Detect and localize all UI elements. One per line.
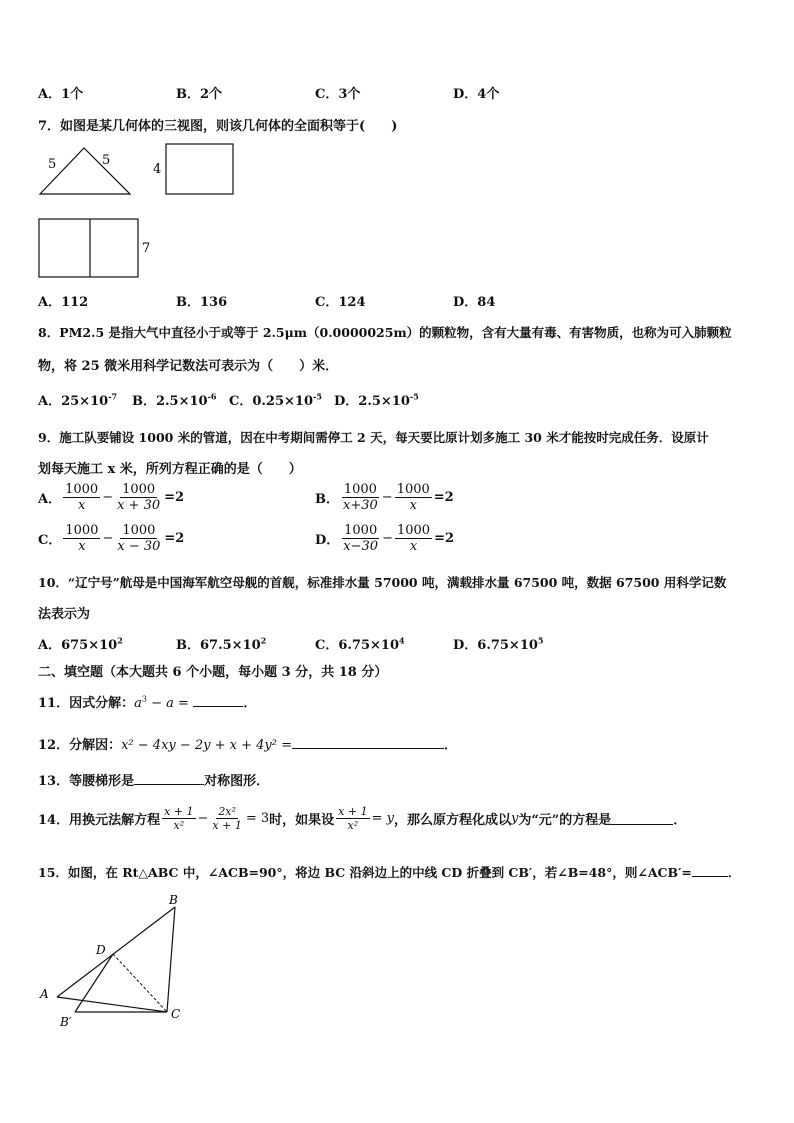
label-c: C xyxy=(171,1007,181,1021)
q15-answer-blank[interactable] xyxy=(692,864,728,877)
q9-line-1: 9．施工队要铺设 1000 米的管道，因在中考期间需停工 2 天，每天要比原计划多施工 30 米才能按时完成任务．设原计 xyxy=(38,430,709,445)
label-b-prime: B′ xyxy=(60,1015,72,1028)
q6-option-b: B．2个 xyxy=(176,87,223,102)
q13-answer-blank[interactable] xyxy=(134,772,204,785)
segment-ac xyxy=(57,997,167,1012)
q8-line-2: 物，将 25 微米用科学记数法可表示为（ ）米． xyxy=(38,359,339,374)
q14: 14．用换元法解方程 $\frac{x + 1}{\text{x²}}$ − $\frac{\text{2x²}}{x + 1}$ = 3 时，如果设 $\frac{x + 1}{\text{x²}}$ = y ，那么原方程化成以 y 为“元”的方程是 ． xyxy=(38,805,687,832)
label-b: B xyxy=(169,893,178,907)
q7-stem: 7．如图是某几何体的三视图，则该几何体的全面积等于( ) xyxy=(38,119,398,134)
q12: 12．分解因：x² − 4xy − 2y + x + 4y² = ． xyxy=(38,738,458,753)
q14-answer-blank[interactable] xyxy=(611,812,673,825)
q9-option-d: D． $\frac{1000}{x-30}$ − $\frac{1000}{x}$ =2 xyxy=(315,523,455,554)
q13: 13．等腰梯形是 对称图形． xyxy=(38,774,270,789)
q8-line-1: 8．PM2.5 是指大气中直径小于或等于 2.5μm（0.0000025m）的颗粒物，含有大量有毒、有害物质，也称为可入肺颗粒 xyxy=(38,325,732,340)
q6-option-d: D．4个 xyxy=(453,87,500,102)
q10-line-2: 法表示为 xyxy=(38,607,91,622)
q7-option-b: B．136 xyxy=(176,295,228,310)
q7-label-left: 5 xyxy=(48,157,57,172)
q10-option-b: B．$67.5\times 10^2$ xyxy=(176,635,267,653)
segment-bc xyxy=(167,907,175,1012)
q7-option-c: C．124 xyxy=(315,295,366,310)
q10-line-1: 10．“辽宁号”航母是中国海军航空母舰的首舰，标准排水量 57000 吨，满载排水量 67500 吨，数据 67500 用科学记数 xyxy=(38,575,727,590)
segment-ab xyxy=(57,907,175,997)
q8-option-d: D．$2.5\times 10^{-5}$ xyxy=(334,391,419,409)
q10-option-c: C．$6.75\times 10^4$ xyxy=(315,635,405,653)
q10-option-d: D．$6.75\times 10^5$ xyxy=(453,635,544,653)
q7-front-view-triangle xyxy=(36,140,166,200)
q9-option-c: C． $\frac{1000}{x}$ − $\frac{1000}{x - 30}$ =2 xyxy=(38,523,185,554)
q7-label-side: 4 xyxy=(153,162,162,177)
q7-label-height: 7 xyxy=(142,241,151,256)
q12-answer-blank[interactable] xyxy=(292,736,444,749)
q7-option-a: A．112 xyxy=(38,295,89,310)
label-a: A xyxy=(40,987,49,1001)
q7-side-view-rectangle xyxy=(150,142,240,198)
section-2-heading: 二、填空题（本大题共 6 个小题，每小题 3 分，共 18 分） xyxy=(38,665,388,680)
q8-option-a: A．$25\times 10^{-7}$ xyxy=(38,391,118,409)
q10-option-a: A．$675\times 10^2$ xyxy=(38,635,123,653)
label-d: D xyxy=(96,943,106,957)
q6-option-a: A．1个 xyxy=(38,87,84,102)
q9-option-b: B． $\frac{1000}{x+30}$ − $\frac{1000}{x}$ =2 xyxy=(315,482,454,513)
q9-option-a: A． $\frac{1000}{x}$ − $\frac{1000}{x + 30}$ =2 xyxy=(38,482,185,513)
q15-triangle-figure xyxy=(34,888,194,1028)
q8-option-b: B．$2.5\times 10^{-6}$ xyxy=(132,391,217,409)
q7-option-d: D．84 xyxy=(453,295,496,310)
q8-option-c: C．$0.25\times 10^{-5}$ xyxy=(229,391,322,409)
segment-cd-dashed xyxy=(113,954,167,1012)
q15: 15．如图，在 Rt△ABC 中，∠ACB=90°，将边 BC 沿斜边上的中线 CD 折叠到 CB′，若∠B=48°，则∠ACB′= ． xyxy=(38,865,741,880)
q11-answer-blank[interactable] xyxy=(193,694,243,707)
q6-option-c: C．3个 xyxy=(315,87,361,102)
q7-label-right: 5 xyxy=(102,153,111,168)
q7-top-view-rectangle xyxy=(36,216,156,282)
q11: 11．因式分解：$a^3 - a$ = ． xyxy=(38,694,257,711)
q9-line-2: 划每天施工 x 米，所列方程正确的是（ ） xyxy=(38,462,302,477)
